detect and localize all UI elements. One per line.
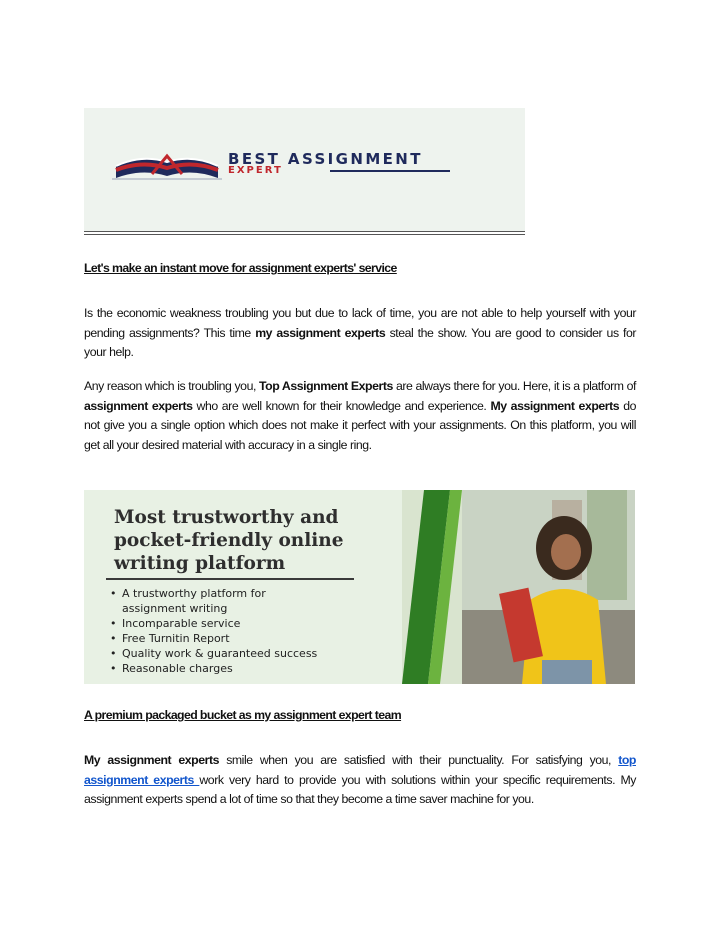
list-item: • Incomparable service [110,616,332,631]
section-heading: A premium packaged bucket as my assignment expert team [84,708,402,722]
divider [84,231,525,232]
logo-underline [330,170,450,172]
list-item: • Quality work & guaranteed success [110,646,332,661]
banner-feature-list [110,586,332,676]
paragraph: My assignment experts smile when you are satisfied with their punctuality. For satisfying you, top assignment experts work very hard to provide you with solutions within your specific requirements. My assignment experts spend a lot of time so that they become a time saver machine for you. [84,753,637,807]
student-photo [402,490,635,684]
section-heading: Let's make an instant move for assignment experts' service [84,261,397,275]
logo-subtitle: EXPERT [228,165,283,176]
banner-title: Most trustworthy and pocket-friendly online writing platform [114,507,344,574]
paragraph: Any reason which is troubling you, Top Assignment Experts are always there for you. Here, it is a platform of assignment experts who are well known for their knowledge and experience. My assignment experts do not give you a single option which does not make it perfect with your assignments. On this platform, you will get all your desired material with accuracy in a single ring. [84,379,636,452]
banner-divider [106,578,354,580]
uk-flag-book-icon [112,152,222,180]
logo-title: BEST ASSIGNMENT [228,150,423,168]
list-item: • A trustworthy platform for assignment writing [110,586,332,616]
list-item: • Reasonable charges [110,661,332,676]
paragraph: Is the economic weakness troubling you but due to lack of time, you are not able to help yourself with your pending assignments? This time my assignment experts steal the show. You are good to consider us for your help. [84,306,637,360]
promo-banner [84,490,635,684]
list-item: • Free Turnitin Report [110,631,332,646]
top-assignment-experts-link[interactable]: top assignment experts [84,753,636,787]
divider [84,234,525,235]
